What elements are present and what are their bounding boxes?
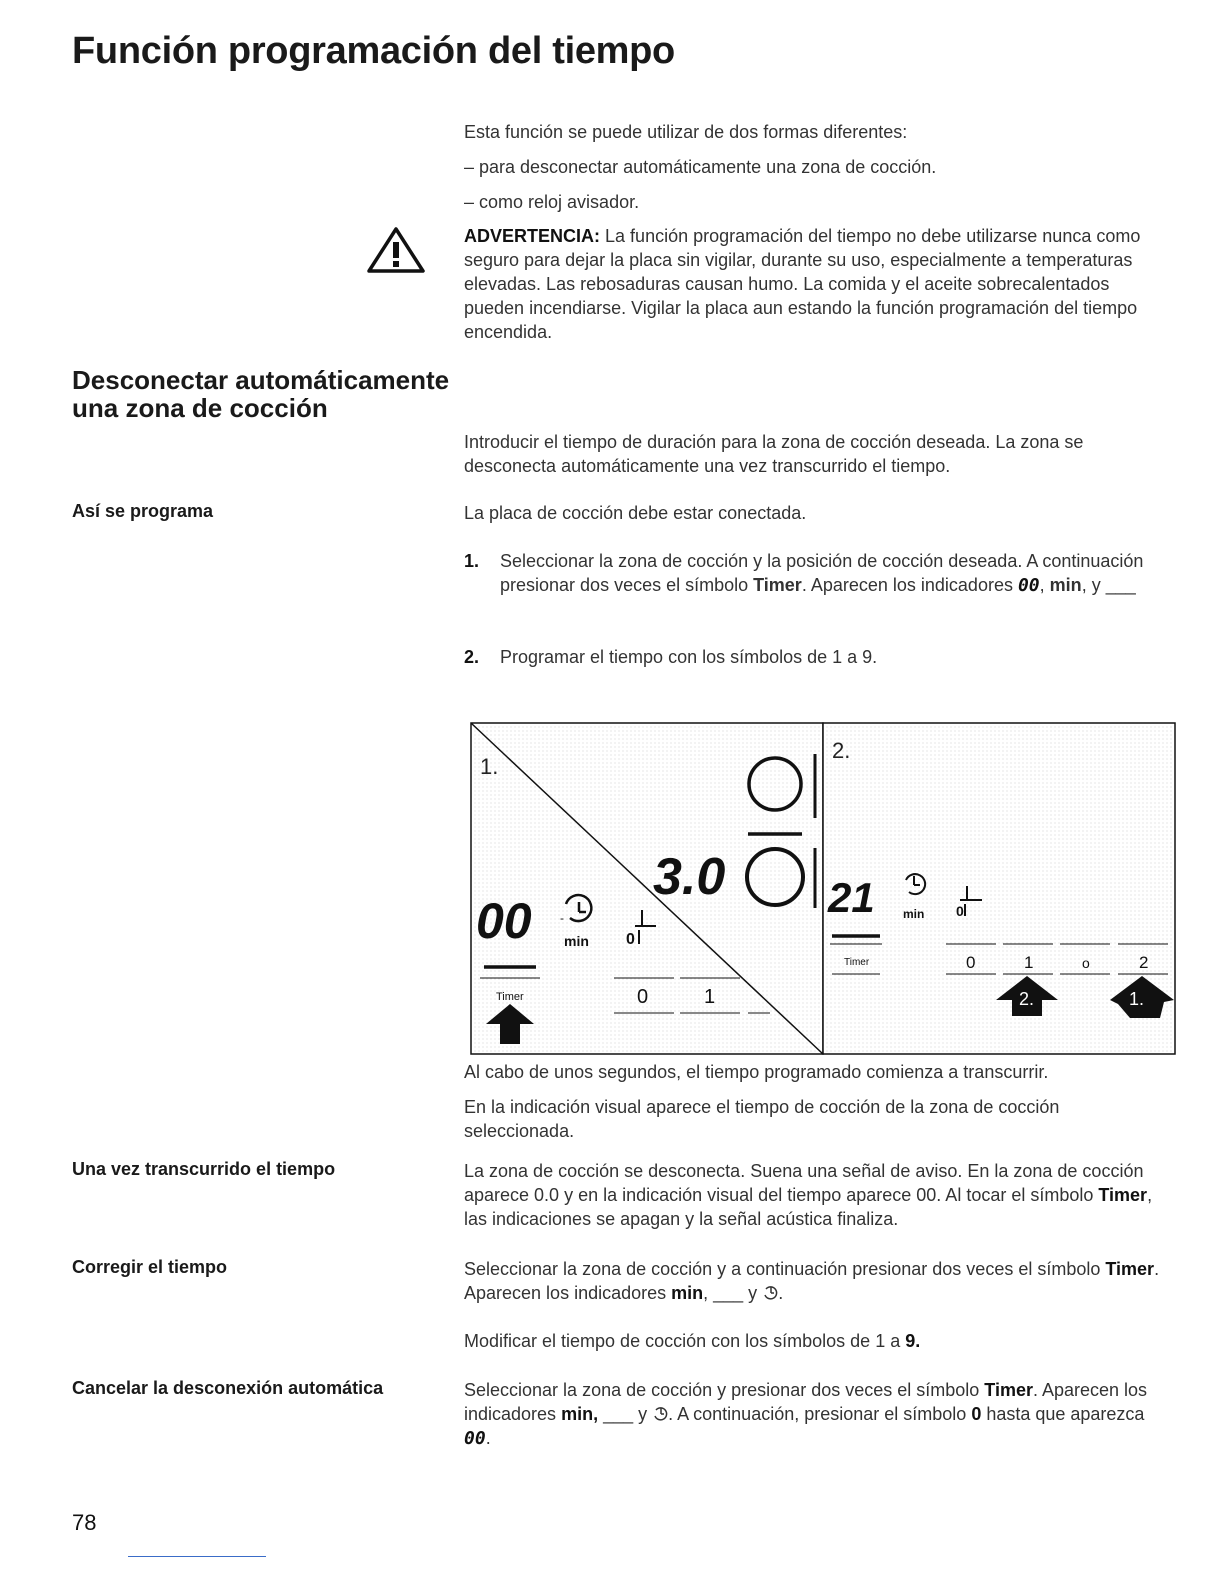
key-0[interactable]: 0 (637, 986, 649, 1008)
warning-label: ADVERTENCIA: (464, 226, 601, 246)
programa-label: Así se programa (72, 501, 214, 521)
cancelar-text-b: . Aparecen los indicadores (464, 1380, 1148, 1424)
step-1-text-d: , y ___ (1081, 575, 1136, 595)
svg-text:0: 0 (956, 903, 964, 919)
panel-2-label: 2. (832, 738, 851, 763)
timer-display-2: 21 (828, 874, 875, 921)
transcurrido-timer: Timer (1098, 1185, 1148, 1205)
timer-key-2[interactable]: Timer (844, 957, 870, 968)
timer-clock-icon-inline-2 (652, 1402, 668, 1426)
page-title: Función programación del tiempo (72, 30, 675, 72)
cancelar-label: Cancelar la desconexión automática (72, 1378, 384, 1398)
transcurrido-text (464, 1159, 1164, 1231)
transcurrido-text-b: , las indicaciones se apagan y la señal acústica finaliza. (464, 1185, 1153, 1229)
panel-1-label: 1. (480, 754, 499, 779)
figure-panel-2 (823, 723, 1175, 1054)
key-0-2[interactable]: 0 (966, 953, 976, 972)
corregir-text-b: . Aparecen los indicadores (464, 1259, 1160, 1303)
after-p1: Al cabo de unos segundos, el tiempo programado comienza a transcurrir. (464, 1062, 1049, 1082)
min-label-2: min (903, 907, 925, 921)
key-1-2[interactable]: 1 (1024, 953, 1034, 972)
programa-pre: La placa de cocción debe estar conectada. (464, 503, 807, 523)
cancelar-text-c: ___ y (598, 1404, 653, 1424)
zone-display: 3.0 (653, 848, 726, 906)
cancelar-seg-display: 00 (464, 1428, 486, 1449)
step-2-number: 2. (464, 647, 480, 667)
page-number: 78 (72, 1510, 97, 1535)
corregir-p2-text: Modificar el tiempo de cocción con los símbolos de 1 a (464, 1331, 906, 1351)
transcurrido-label: Una vez transcurrido el tiempo (72, 1159, 336, 1179)
after-p2: En la indicación visual aparece el tiempo de cocción de la zona de cocción seleccionada. (464, 1097, 1060, 1141)
svg-text:-: - (560, 911, 564, 925)
min-label: min (564, 933, 589, 949)
section-intro: Introducir el tiempo de duración para la zona de cocción deseada. La zona se desconecta automáticamente una vez transcurrido el tiempo. (464, 432, 1084, 476)
corregir-text (464, 1257, 1164, 1305)
control-panel-figure (470, 722, 1176, 1061)
cancelar-text-d: . A continuación, presionar el símbolo (668, 1404, 972, 1424)
timer-display: 00 (476, 893, 532, 949)
cancelar-text-e: hasta que aparezca (981, 1404, 1145, 1424)
cancelar-zero: 0 (971, 1404, 982, 1424)
section-heading: Desconectar automáticamente una zona de cocción (72, 365, 450, 423)
step-2-text: Programar el tiempo con los símbolos de 1 a 9. (500, 647, 878, 667)
footer-rule (128, 1556, 266, 1557)
step-1-text-c: , (1039, 575, 1050, 595)
transcurrido-text-a: La zona de cocción se desconecta. Suena una señal de aviso. En la zona de cocción aparece 0.0 y en la indicación visual del tiempo aparece 00. Al tocar el símbolo (464, 1161, 1144, 1205)
warning-text: La función programación del tiempo no debe utilizarse nunca como seguro para dejar la placa sin vigilar, durante su uso, especialmente a temperaturas elevadas. Las rebosaduras causan humo. La comida y el aceite sobrecalentados pueden incendiarse. Vigilar la placa aun estando la función programación del tiempo encendida. (464, 226, 1141, 342)
cancelar-text (464, 1378, 1164, 1451)
step-1-text-a: Seleccionar la zona de cocción y la posición de cocción deseada. A continuación presionar dos veces el símbolo (500, 551, 1144, 595)
step-2 (464, 645, 1164, 669)
step-1-min: min (1049, 575, 1082, 595)
corregir-p2-nine: 9. (905, 1331, 921, 1351)
step-1 (464, 549, 1164, 598)
key-dot-2[interactable]: o (1082, 955, 1090, 971)
cancelar-text-a: Seleccionar la zona de cocción y presionar dos veces el símbolo (464, 1380, 985, 1400)
cancelar-timer: Timer (984, 1380, 1033, 1400)
arrow-1-label: 1. (1129, 989, 1145, 1009)
figure-panel-1 (471, 723, 823, 1054)
intro-lead: Esta función se puede utilizar de dos formas diferentes: (464, 122, 908, 142)
corregir-text-c: , ___ y (703, 1283, 763, 1303)
cancelar-min: min, (561, 1404, 599, 1424)
timer-key[interactable]: Timer (496, 991, 524, 1003)
warning-paragraph (464, 224, 1164, 344)
key-2-2[interactable]: 2 (1139, 953, 1149, 972)
timer-clock-icon-inline (762, 1281, 778, 1305)
cancelar-text-f: . (485, 1428, 491, 1448)
step-1-number: 1. (464, 551, 480, 571)
step-1-text-b: . Aparecen los indicadores (801, 575, 1018, 595)
step-1-seg-display: 00 (1017, 575, 1040, 596)
corregir-label: Corregir el tiempo (72, 1257, 228, 1277)
corregir-p2 (464, 1329, 1164, 1353)
key-1[interactable]: 1 (704, 986, 716, 1008)
corregir-timer: Timer (1105, 1259, 1155, 1279)
corregir-min: min (671, 1283, 704, 1303)
arrow-2-label: 2. (1019, 989, 1035, 1009)
warning-icon (366, 226, 426, 279)
svg-text:0: 0 (626, 931, 635, 948)
intro-item-1: – para desconectar automáticamente una zona de cocción. (464, 157, 937, 177)
corregir-text-d: . (778, 1283, 784, 1303)
intro-item-2: – como reloj avisador. (464, 192, 640, 212)
step-1-timer: Timer (753, 575, 802, 595)
corregir-text-a: Seleccionar la zona de cocción y a continuación presionar dos veces el símbolo (464, 1259, 1106, 1279)
